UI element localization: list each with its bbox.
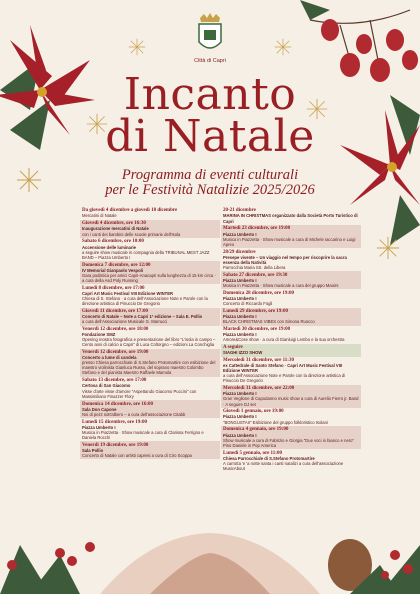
event-title: Presepe vivente – Un viaggio nel tempo per riscoprire la sacra essenza della Natività: [223, 254, 347, 265]
event-description: a seguire show musicale in compagnia della TRIBUNAL MEST JAZZ BAND – Piazza Umberto I: [82, 249, 210, 260]
event-title: Inaugurazione mercatini di Natale: [82, 226, 149, 232]
event-date: Sabato 6 dicembre, ore 10:00: [82, 239, 144, 245]
event-item: [221, 408, 361, 426]
event-item: [221, 271, 361, 289]
event-description: A carrotta 'e 'a notte santa i canti natalizi a cura dell'associazione MusicAbout: [223, 460, 344, 471]
event-item: [221, 357, 361, 385]
title-line2: di Natale: [105, 111, 315, 162]
event-description: Concerto di Riccardo Fogli: [223, 301, 273, 307]
event-item: [221, 326, 361, 344]
event-title: Capri Art Music Festival VIII Edizione WINTER: [82, 290, 174, 296]
event-item: [221, 426, 361, 449]
events-right-column: [221, 207, 361, 472]
event-description: Musica in Piazzetta · Show musicale a cura di Michele Iaccarino e Luigi Apreo: [223, 236, 356, 247]
event-item: [80, 400, 220, 418]
title-line1: Incanto: [123, 69, 297, 120]
event-item: [80, 284, 220, 307]
event-item: [80, 377, 220, 400]
event-description: con i canti dei bambini delle scuole primarie dell'Isola: [82, 231, 181, 237]
event-date: Domenica 28 dicembre, ore 19:00: [223, 290, 295, 296]
event-date: A seguire: [223, 345, 243, 351]
event-date: Domenica 14 dicembre, ore 16:00: [82, 401, 154, 407]
event-item: [80, 308, 220, 326]
event-title: IV Memorial Gianpaolo Vespoli: [82, 267, 143, 273]
event-description: a cura dell'Associazione Musicale G. Marrucci: [82, 319, 168, 325]
event-date: Lunedì 5 gennaio, ore 11:00: [223, 450, 282, 456]
event-title: Certosa di San Giacomo: [82, 383, 131, 389]
event-date: Sabato 13 dicembre, ore 17:00: [82, 378, 147, 384]
event-description: a cura dell'Associazione Note e Parole con la direzione artistica di Pinuccio De Gregorio: [223, 373, 346, 384]
event-date: 20-21 dicembre: [223, 208, 256, 214]
event-date: Domenica 7 dicembre, ore 12:00: [82, 262, 151, 268]
event-date: Mercoledì 31 dicembre, ore 11:30: [223, 357, 294, 363]
event-item: [80, 238, 220, 261]
event-description: Gara podistica per amici Capri-Anacapri sulla lunghezza di 15 km circa · a cura della Asd Poly Running: [82, 272, 216, 283]
snowflake-icon: [274, 38, 292, 56]
event-item: [80, 261, 220, 284]
event-title: Piazza Umberto I: [223, 313, 257, 319]
event-description: Noi di pezz sott'albero – a cura dell'associazione Citabb: [82, 411, 186, 417]
event-description: Parrocchia Maria SS. della Libera: [223, 264, 286, 270]
footer-illustration: [0, 525, 420, 594]
event-item: [221, 225, 361, 248]
event-title: Concerto a lume di candela: [82, 355, 137, 361]
event-date: 28/29 dicembre: [223, 249, 256, 255]
event-item: [221, 207, 361, 225]
event-title: Piazza Umberto I: [223, 414, 257, 420]
subtitle-line1: Programma di eventi culturali: [121, 167, 299, 183]
event-item: [80, 207, 220, 220]
event-description: Show musicale a cura di Fabrizio e Giorgia "Due voci in bianco e nero" Pino Daniele in Pop America: [223, 437, 354, 448]
event-title: Piazza Umberto I: [223, 231, 257, 237]
event-title: Piazza Umberto I: [223, 277, 257, 283]
event-description: "BONGUSTAII" Esibizione del gruppo folkloristico Isolani: [223, 419, 328, 425]
event-item: [221, 308, 361, 326]
event-item: [221, 289, 361, 307]
event-item: [80, 326, 220, 349]
event-item: [221, 344, 361, 357]
event-description: Opening mostra fotografica e presentazione del libro "L'isola in campo – Cento anni di calcio a Capri" di Luca Coltorgno – edizioni La Conchiglia: [82, 337, 216, 348]
city-name: Città di Capri: [194, 58, 226, 64]
event-title: Fondazione SMZ: [82, 332, 116, 338]
event-title: Concerto di Natale – Note a Capri 1ª edizione – Sala E. Pollio: [82, 313, 203, 319]
event-item: [221, 385, 361, 408]
city-crest-icon: [194, 12, 226, 56]
event-description: Musica in Piazzetta · Show musicale a cura di Clarissa Ferrigno e Daniela Rocchi: [82, 429, 204, 440]
event-title: SIAGHI IZZO SHOW: [223, 350, 263, 356]
event-item: [221, 248, 361, 271]
event-description: Musica in Piazzetta · Show musicale a cura del gruppo Maoirs: [223, 282, 339, 288]
events-left-column: [80, 207, 220, 459]
event-date: Lunedì 15 dicembre, ore 19:00: [82, 419, 147, 425]
event-date: Lunedì 29 dicembre, ore 19:00: [223, 308, 288, 314]
event-date: Lunedì 8 dicembre, ore 17:00: [82, 285, 145, 291]
event-date: Giovedì 1 gennaio, ore 19:00: [223, 409, 284, 415]
event-date: Da giovedì 4 dicembre a giovedì 18 dicembre: [82, 208, 178, 214]
event-title: MARINA IN CHRISTMAS organizzato dalla Società Porto Turistico di Capri: [223, 213, 358, 224]
event-date: Mercoledì 31 dicembre, ore 22:00: [223, 386, 295, 392]
event-title: Piazza Umberto I: [82, 424, 116, 430]
event-description: Concerto di Natale con artisti capresi a cura di Ciro Scoppa: [82, 452, 192, 458]
event-title: Chiesa Parrocchiale di S.Stefano Protomartire: [223, 455, 315, 461]
event-title: ex Cattedrale di Santo Stefano · Capri Art Music Festival VIII Edizione WINTER: [223, 363, 343, 374]
event-date: Venerdì 12 dicembre, ore 19:00: [82, 350, 149, 356]
subtitle-line2: per le Festività Natalizie 2025/2026: [105, 182, 315, 198]
event-date: Martedì 23 dicembre, ore 19:00: [223, 226, 291, 232]
snowflake-icon: [376, 236, 400, 260]
event-title: Sala Don Capone: [82, 406, 117, 412]
snowflake-icon: [128, 38, 146, 56]
event-item: [80, 349, 220, 377]
event-date: Domenica 4 gennaio, ore 19:00: [223, 427, 289, 433]
event-date: Venerdì 12 dicembre, ore 18:00: [82, 326, 149, 332]
event-description: Chiesa di S. Stefano · a cura dell'Associazione Note e Parole con la direzione artistica di Pinuccio De Gregorio: [82, 295, 208, 307]
event-title: Piazza Umberto I: [223, 295, 257, 301]
event-title: Piazza Umberto I: [223, 432, 257, 438]
event-description: Amore&Cose show · a cura di Gianluigi Lembo e la sua orchestra: [223, 337, 345, 343]
event-title: Accensione delle luminarie: [82, 244, 136, 250]
event-title: Piazza Umberto I: [223, 391, 257, 397]
event-description: Mercatini di Natale: [82, 213, 117, 219]
event-date: Giovedì 11 dicembre, ore 17:00: [82, 308, 149, 314]
event-title: Sala Pollio: [82, 447, 104, 453]
event-description: BLACK CHRISTMAS VIBES con Simona Ruocco: [223, 319, 315, 325]
event-description: presso Chiesa parrocchiale di S.Stefano Protomartire con esibizione del maestro violinista Gianluca Russo, del soprano maestro Colombo Stefano e del pianista Maestro Raffaele Mamola: [82, 360, 216, 376]
event-title: Piazza Umberto I: [223, 332, 257, 338]
event-date: Sabato 27 dicembre, ore 19:30: [223, 272, 288, 278]
event-date: Martedì 30 dicembre, ore 19:00: [223, 326, 291, 332]
event-item: [80, 418, 220, 441]
event-description: Gran Veglione di Capodanno music show a cura di Aurelio Fierro jr. Band · A seguire DJ set: [223, 396, 359, 407]
event-description: Visse d'arte visse d'amore "Aspettando Giacomo Puccini" con Massimiliano Finazzer Flory: [82, 388, 197, 399]
event-item: [221, 449, 361, 472]
event-item: [80, 220, 220, 238]
event-item: [80, 441, 220, 459]
event-date: Venerdì 19 dicembre, ore 19:00: [82, 442, 149, 448]
event-date: Giovedì 4 dicembre, ore 16:30: [82, 221, 146, 227]
